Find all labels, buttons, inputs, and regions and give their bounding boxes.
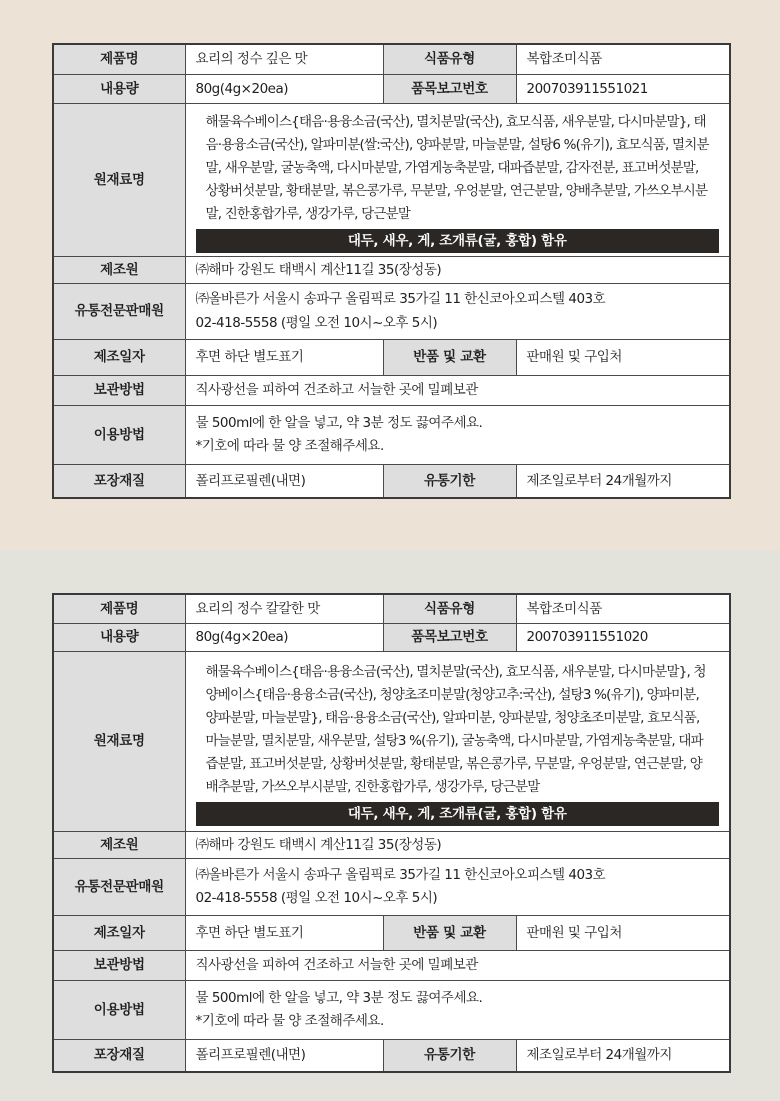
mfg-date-value: 후면 하단 별도표기	[185, 339, 383, 375]
ingredients-cell	[185, 103, 730, 256]
row-net-content	[53, 623, 730, 651]
ingredients-cell	[185, 651, 730, 831]
distributor-phone: 02-418-5558 (평일 오전 10시~오후 5시)	[195, 890, 438, 906]
distributor-label: 유통전문판매원	[53, 858, 185, 915]
row-usage	[53, 980, 730, 1039]
storage-value: 직사광선을 피하여 건조하고 서늘한 곳에 밀폐보관	[185, 375, 730, 405]
usage-instruction: 물 500ml에 한 알을 넣고, 약 3분 정도 끓여주세요.	[195, 989, 483, 1006]
usage-label: 이용방법	[53, 980, 185, 1039]
packaging-value: 폴리프로필렌(내면)	[185, 1039, 383, 1072]
row-product-name	[53, 594, 730, 623]
ingredients-label: 원재료명	[53, 103, 185, 256]
manufacturer-label: 제조원	[53, 256, 185, 283]
usage-value	[185, 980, 730, 1039]
report-number-value: 200703911551020	[516, 623, 730, 651]
packaging-value: 폴리프로필렌(내면)	[185, 464, 383, 498]
net-content-label: 내용량	[53, 74, 185, 103]
distributor-label: 유통전문판매원	[53, 283, 185, 339]
storage-label: 보관방법	[53, 375, 185, 405]
report-number-label: 품목보고번호	[383, 623, 516, 651]
row-ingredients	[53, 651, 730, 831]
row-distributor	[53, 858, 730, 915]
row-storage	[53, 950, 730, 980]
row-mfg-date	[53, 339, 730, 375]
food-type-label: 식품유형	[383, 44, 516, 74]
usage-instruction: 물 500ml에 한 알을 넣고, 약 3분 정도 끓여주세요.	[195, 414, 483, 431]
expiry-label: 유통기한	[383, 464, 516, 498]
mfg-date-label: 제조일자	[53, 915, 185, 950]
ingredients-text: 해물육수베이스{태음·용융소금(국산), 멸치분말(국산), 효모식품, 새우분말, 다시마분말}, 태음·용융소금(국산), 알파미분(쌀:국산), 양파분말, 마늘분말, 설탕6 %(유기), 효모식품, 멸치분말, 새우분말, 굴농축액, 다시마분말, 가염게농축분말, 대파즙분말, 감자전분, 표고버섯분말, 상황버섯분말, 황태분말, 볶은콩가루, 무분말, 우엉분말, 연근분말, 양배추분말, 가쓰오부시분말, 진한홍합가루, 생강가루, 당근분말	[205, 113, 709, 222]
return-label: 반품 및 교환	[383, 915, 516, 950]
storage-label: 보관방법	[53, 950, 185, 980]
manufacturer-label: 제조원	[53, 831, 185, 858]
net-content-value: 80g(4g×20ea)	[185, 74, 383, 103]
ingredients-text: 해물육수베이스{태음·용융소금(국산), 멸치분말(국산), 효모식품, 새우분말, 다시마분말}, 청양베이스{태음·용융소금(국산), 청양초조미분말(청양고추:국산), 설탕3 %(유기), 양파미분, 양파분말, 마늘분말}, 태음·용융소금(국산), 알파미분, 양파분말, 청양초조미분말, 효모식품, 마늘분말, 멸치분말, 새우분말, 설탕3 %(유기), 굴농축액, 다시마분말, 가염게농축분말, 대파즙분말, 표고버섯분말, 상황버섯분말, 황태분말, 볶은콩가루, 무분말, 우엉분말, 연근분말, 양배추분말, 가쓰오부시분말, 진한홍합가루, 생강가루, 당근분말	[205, 663, 706, 795]
net-content-value: 80g(4g×20ea)	[185, 623, 383, 651]
product-info-table-2	[52, 593, 731, 1073]
row-net-content	[53, 74, 730, 103]
report-number-value: 200703911551021	[516, 74, 730, 103]
food-type-value: 복합조미식품	[516, 44, 730, 74]
usage-value	[185, 405, 730, 464]
usage-note: *기호에 따라 물 양 조절해주세요.	[195, 1013, 384, 1029]
expiry-value: 제조일로부터 24개월까지	[516, 1039, 730, 1072]
expiry-value: 제조일로부터 24개월까지	[516, 464, 730, 498]
ingredients-label: 원재료명	[53, 651, 185, 831]
return-value: 판매원 및 구입처	[516, 339, 730, 375]
row-packaging	[53, 464, 730, 498]
allergen-notice: 대두, 새우, 게, 조개류(굴, 홍합) 함유	[196, 229, 720, 253]
row-product-name	[53, 44, 730, 74]
row-mfg-date	[53, 915, 730, 950]
row-storage	[53, 375, 730, 405]
mfg-date-value: 후면 하단 별도표기	[185, 915, 383, 950]
distributor-phone: 02-418-5558 (평일 오전 10시~오후 5시)	[195, 314, 438, 331]
distributor-address: ㈜올바른가 서울시 송파구 올림픽로 35가길 11 한신코아오피스텔 403호	[195, 866, 606, 883]
row-usage	[53, 405, 730, 464]
product-name-value: 요리의 정수 깊은 맛	[185, 44, 383, 74]
distributor-address: ㈜올바른가 서울시 송파구 올림픽로 35가길 11 한신코아오피스텔 403호	[195, 291, 606, 307]
product-name-label: 제품명	[53, 44, 185, 74]
distributor-value	[185, 283, 730, 339]
mfg-date-label: 제조일자	[53, 339, 185, 375]
usage-label: 이용방법	[53, 405, 185, 464]
product-info-table-1	[52, 43, 731, 499]
allergen-notice: 대두, 새우, 게, 조개류(굴, 홍합) 함유	[196, 802, 720, 826]
row-manufacturer	[53, 256, 730, 283]
usage-note: *기호에 따라 물 양 조절해주세요.	[195, 438, 384, 454]
row-distributor	[53, 283, 730, 339]
product-name-value: 요리의 정수 칼칼한 맛	[185, 594, 383, 623]
row-ingredients	[53, 103, 730, 256]
report-number-label: 품목보고번호	[383, 74, 516, 103]
storage-value: 직사광선을 피하여 건조하고 서늘한 곳에 밀폐보관	[185, 950, 730, 980]
row-manufacturer	[53, 831, 730, 858]
row-packaging	[53, 1039, 730, 1072]
manufacturer-value: ㈜해마 강원도 태백시 계산11길 35(장성동)	[185, 256, 730, 283]
food-type-label: 식품유형	[383, 594, 516, 623]
distributor-value	[185, 858, 730, 915]
manufacturer-value: ㈜해마 강원도 태백시 계산11길 35(장성동)	[185, 831, 730, 858]
product-name-label: 제품명	[53, 594, 185, 623]
return-value: 판매원 및 구입처	[516, 915, 730, 950]
expiry-label: 유통기한	[383, 1039, 516, 1072]
food-type-value: 복합조미식품	[516, 594, 730, 623]
net-content-label: 내용량	[53, 623, 185, 651]
packaging-label: 포장재질	[53, 1039, 185, 1072]
packaging-label: 포장재질	[53, 464, 185, 498]
return-label: 반품 및 교환	[383, 339, 516, 375]
